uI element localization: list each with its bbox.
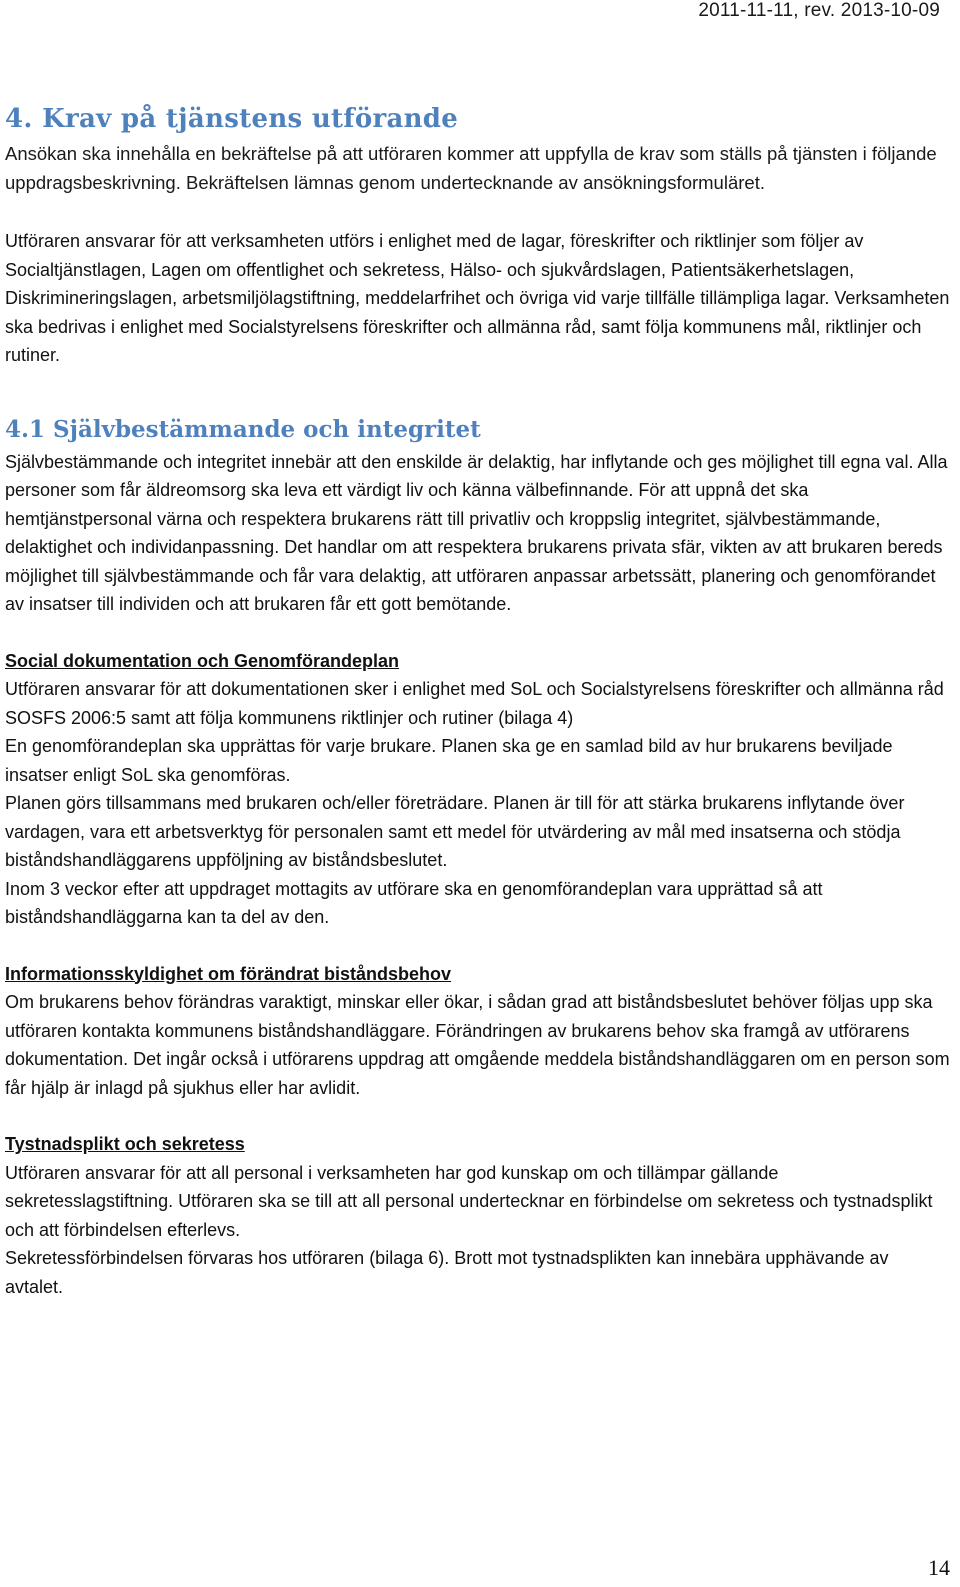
document-date: 2011-11-11, rev. 2013-10-09 bbox=[698, 0, 940, 21]
subsection-heading: 4.1 Självbestämmande och integritet bbox=[5, 415, 481, 443]
social-documentation-line-2: En genomförandeplan ska upprättas för varje brukare. Planen ska ge en samlad bild av hur brukarens beviljade insatser enligt SoL ska genomföras. bbox=[5, 736, 893, 785]
section-heading: 4. Krav på tjänstens utförande bbox=[5, 104, 459, 134]
social-documentation-heading: Social dokumentation och Genomförandeplan bbox=[5, 650, 400, 671]
information-duty-heading: Informationsskyldighet om förändrat biståndsbehov bbox=[5, 963, 452, 984]
document-body bbox=[5, 100, 951, 1301]
confidentiality-line-2: Sekretessförbindelsen förvaras hos utföraren (bilaga 6). Brott mot tystnadsplikten kan innebära upphävande av avtalet. bbox=[5, 1248, 889, 1297]
intro-paragraph: Ansökan ska innehålla en bekräftelse på att utföraren kommer att uppfylla de krav som ställs på tjänsten i följande uppdragsbeskrivning. Bekräftelsen lämnas genom undertecknande av ansökningsformuläret. bbox=[5, 143, 937, 193]
confidentiality-section bbox=[5, 1130, 951, 1301]
confidentiality-line-1: Utföraren ansvarar för att all personal i verksamheten har god kunskap om och tillämpar gällande sekretesslagstiftning. Utföraren ska se till att all personal undertecknar en förbindelse om sekretess och tystnadsplikt och att förbindelsen efterlevs. bbox=[5, 1162, 933, 1240]
confidentiality-heading: Tystnadsplikt och sekretess bbox=[5, 1134, 245, 1154]
page-number: 14 bbox=[928, 1555, 950, 1580]
social-documentation-line-4: Inom 3 veckor efter att uppdraget mottagits av utförare ska en genomförandeplan vara upprättad så att biståndshandläggarna kan ta del av den. bbox=[5, 878, 823, 927]
social-documentation-line-1: Utföraren ansvarar för att dokumentationen sker i enlighet med SoL och Socialstyrelsens föreskrifter och allmänna råd SOSFS 2006:5 samt att följa kommunens riktlinjer och rutiner (bilaga 4) bbox=[5, 679, 944, 728]
section-4-1 bbox=[5, 412, 951, 619]
self-determination-paragraph: Självbestämmande och integritet innebär att den enskilde är delaktig, har inflytande och ges möjlighet till egna val. Alla personer som får äldreomsorg ska leva ett värdigt liv och känna välbefinnande. För att uppnå det ska hemtjänstpersonal värna och respektera brukarens rätt till privatliv och kroppslig integritet, självbestämmande, delaktighet och individanpassning. Det handlar om att respektera brukarens privata sfär, vikten av att brukaren bereds möjlighet till självbestämmande och får vara delaktig, att utföraren anpassar arbetssätt, planering och genomförandet av insatser till individen och att brukaren får ett gott bemötande. bbox=[5, 451, 948, 614]
legal-requirements-paragraph: Utföraren ansvarar för att verksamheten utförs i enlighet med de lagar, föreskrifter och riktlinjer som följer av Socialtjänstlagen, Lagen om offentlighet och sekretess, Hälso- och sjukvårdslagen, Patientsäkerhetslagen, Diskrimineringslagen, arbetsmiljölagstiftning, meddelarfrihet och övriga vid varje tillfälle tillämpliga lagar. Verksamheten ska bedrivas i enlighet med Socialstyrelsens föreskrifter och allmänna råd, samt följa kommunens mål, riktlinjer och rutiner. bbox=[5, 231, 950, 365]
social-documentation-section bbox=[5, 647, 951, 932]
information-duty-paragraph: Om brukarens behov förändras varaktigt, minskar eller ökar, i sådan grad att biståndsbeslutet behöver följas upp ska utföraren kontakta kommunens biståndshandläggare. Förändringen av brukarens behov ska framgå av utförarens dokumentation. Det ingår också i utförarens uppdrag att omgående meddela biståndshandläggaren om en person som får hjälp är inlagd på sjukhus eller har avlidit. bbox=[5, 992, 950, 1098]
section-4 bbox=[5, 100, 951, 370]
information-duty-section bbox=[5, 960, 951, 1103]
social-documentation-line-3: Planen görs tillsammans med brukaren och/eller företrädare. Planen är till för att stärka brukarens inflytande över vardagen, vara ett arbetsverktyg för personalen samt ett medel för utvärdering av mål med insatserna och stödja biståndshandläggarens uppföljning av biståndsbeslutet. bbox=[5, 793, 905, 870]
